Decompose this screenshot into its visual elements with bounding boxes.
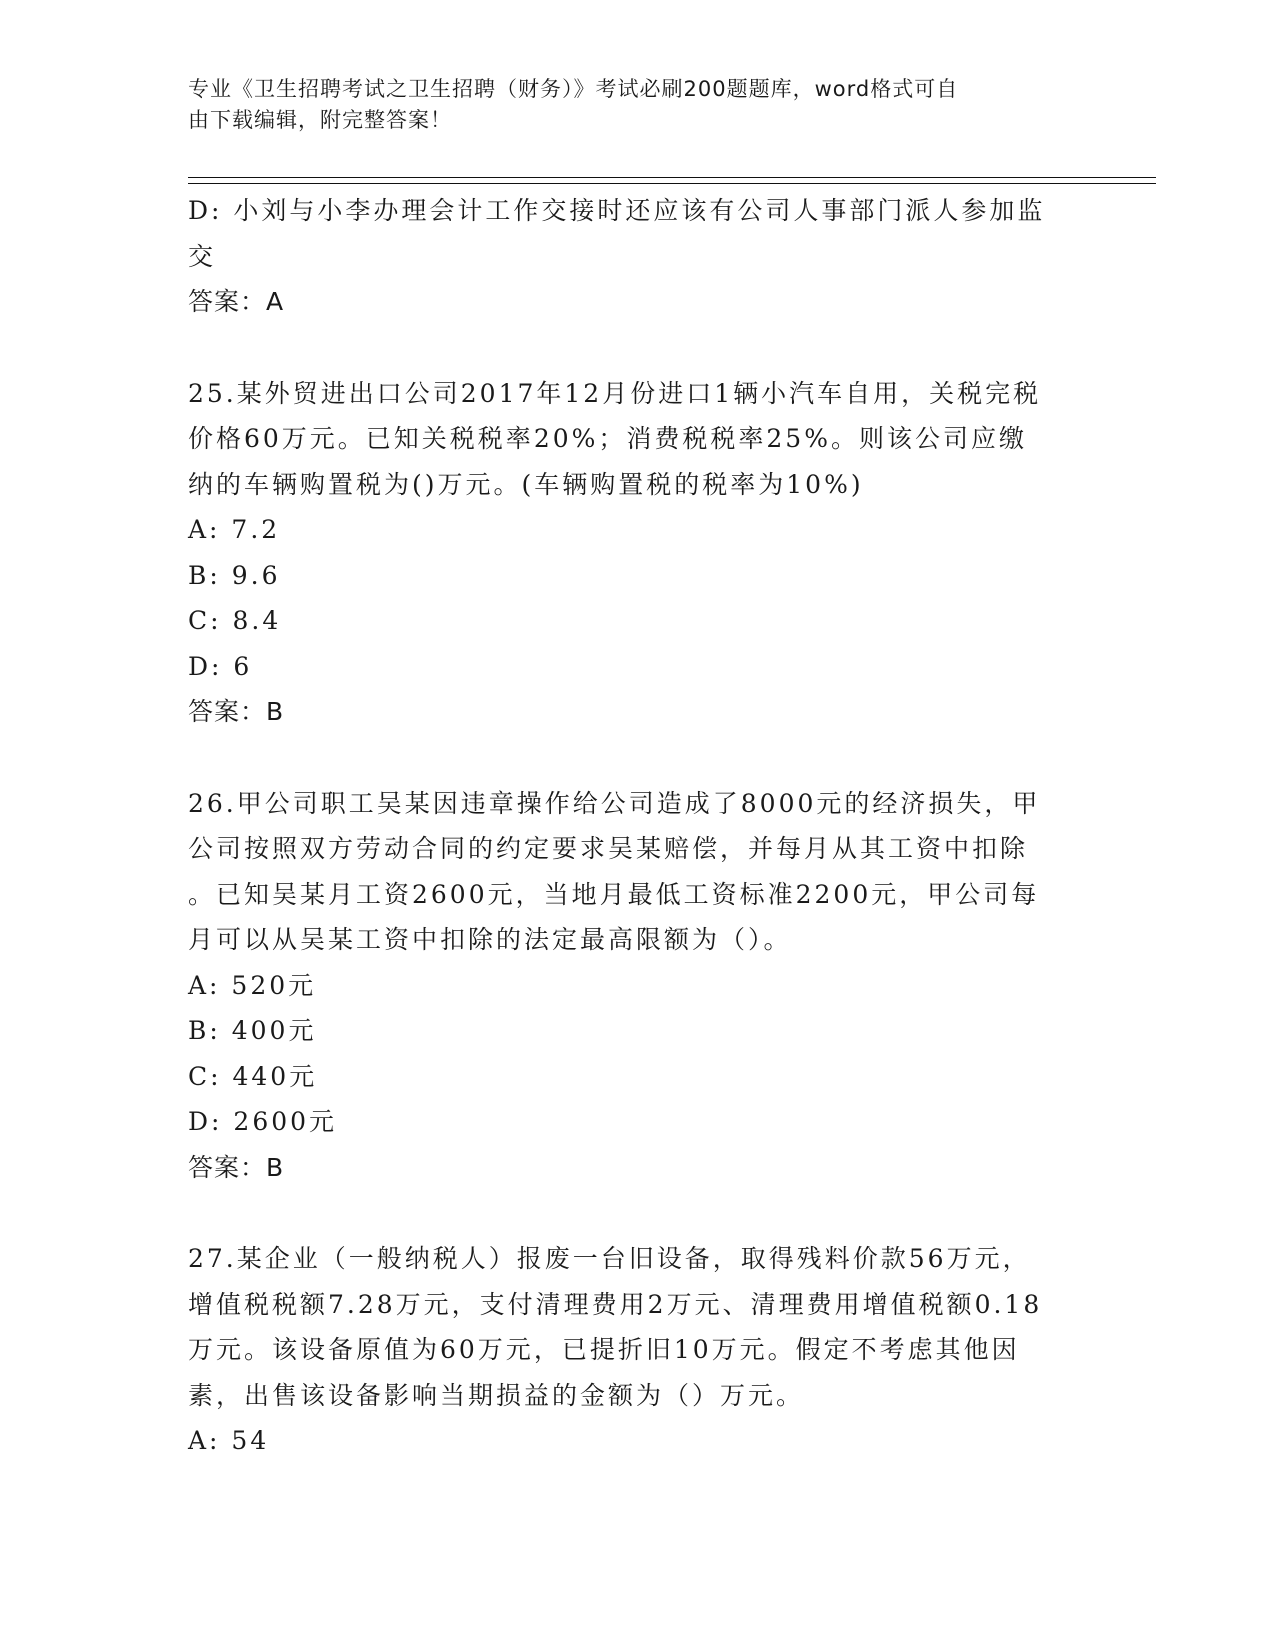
option-a: A: 520元	[188, 970, 317, 1000]
spacer	[188, 1190, 1088, 1236]
question-stem-line: 27.某企业（一般纳税人）报废一台旧设备，取得残料价款56万元，	[188, 1244, 1031, 1273]
header-line-2: 由下载编辑，附完整答案！	[188, 108, 452, 132]
question-stem-line: 增值税税额7.28万元，支付清理费用2万元、清理费用增值税额0.18	[188, 1289, 1043, 1319]
option-b: B: 9.6	[188, 560, 281, 590]
question-stem-line: 素，出售该设备影响当期损益的金额为（）万元。	[188, 1380, 805, 1410]
question-26	[188, 781, 1088, 1191]
answer-line: 答案：A	[188, 287, 285, 316]
header-divider-bottom	[188, 183, 1156, 184]
option-d-line-1: D: 小刘与小李办理会计工作交接时还应该有公司人事部门派人参加监	[188, 196, 1046, 225]
option-a: A: 7.2	[188, 515, 281, 544]
option-a: A: 54	[188, 1426, 270, 1455]
answer-line: 答案：B	[188, 1152, 285, 1182]
document-body	[188, 188, 1088, 1464]
question-stem-line: 。已知吴某月工资2600元，当地月最低工资标准2200元，甲公司每	[188, 879, 1040, 909]
question-stem-line: 纳的车辆购置税为()万元。(车辆购置税的税率为10%)	[188, 469, 864, 499]
question-stem-line: 月可以从吴某工资中扣除的法定最高限额为（）。	[188, 925, 792, 954]
question-25	[188, 371, 1088, 735]
option-d: D: 2600元	[188, 1107, 338, 1136]
question-27	[188, 1236, 1088, 1464]
answer-line: 答案：B	[188, 697, 285, 726]
question-stem-line: 26.甲公司职工吴某因违章操作给公司造成了8000元的经济损失，甲	[188, 788, 1041, 818]
question-stem-line: 万元。该设备原值为60万元，已提折旧10万元。假定不考虑其他因	[188, 1335, 1020, 1364]
document-header	[188, 74, 1068, 136]
spacer	[188, 735, 1088, 781]
header-line-1: 专业《卫生招聘考试之卫生招聘（财务）》考试必刷200题题库，word格式可自	[188, 77, 959, 101]
header-divider-top	[188, 177, 1156, 178]
option-d: D: 6	[188, 651, 253, 681]
option-b: B: 400元	[188, 1016, 317, 1045]
prev-question-tail	[188, 188, 1088, 325]
spacer	[188, 325, 1088, 371]
question-stem-line: 25.某外贸进出口公司2017年12月份进口1辆小汽车自用，关税完税	[188, 378, 1042, 408]
option-d-line-2: 交	[188, 241, 217, 271]
question-stem-line: 公司按照双方劳动合同的约定要求吴某赔偿，并每月从其工资中扣除	[188, 834, 1029, 863]
question-stem-line: 价格60万元。已知关税税率20%；消费税税率25%。则该公司应缴	[188, 424, 1027, 453]
option-c: C: 8.4	[188, 606, 282, 635]
option-c: C: 440元	[188, 1061, 318, 1091]
